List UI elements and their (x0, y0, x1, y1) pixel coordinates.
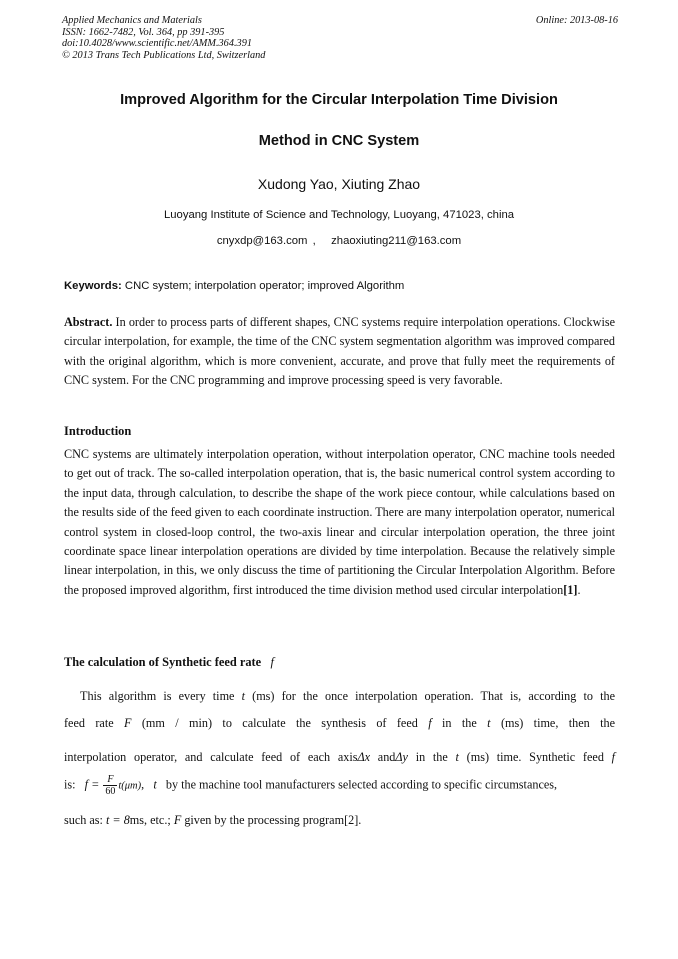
s2-l4comma: , (141, 777, 145, 792)
journal-header (62, 15, 618, 61)
section2-var: f (270, 655, 274, 669)
s2-var-F: F (124, 716, 132, 730)
paper-title-line2: Method in CNC System (258, 133, 420, 149)
s2-t-equals: t = 8 (105, 813, 130, 827)
email-1[interactable]: cnyxdp@163.com , (216, 235, 316, 247)
s2-var-t: t (241, 689, 245, 703)
s2-var-F2: F (173, 813, 182, 827)
intro-citation[interactable]: [1] (563, 582, 578, 597)
affiliation: Luoyang Institute of Science and Technology, Luoyang, 471023, china (163, 209, 515, 221)
s2-l5a: such as: (64, 813, 103, 827)
abstract-label: Abstract. (64, 315, 113, 329)
s2-var-t3: t (455, 750, 459, 764)
online-date: Online: 2013-08-16 (535, 15, 618, 26)
s2-l2a: feed rate (64, 716, 114, 730)
journal-name: Applied Mechanics and Materials (62, 15, 202, 26)
s2-line-3 (64, 750, 615, 765)
s2-l2b: (mm / min) to calculate the synthesis of feed (141, 716, 418, 730)
s2-l3b: in the (415, 750, 448, 764)
s2-var-f: f (428, 716, 432, 730)
s2-delta-x: Δx (357, 750, 371, 764)
s2-line-2 (64, 716, 615, 731)
keywords (64, 280, 616, 292)
keywords-text: CNC system; interpolation operator; improved Algorithm (121, 280, 405, 292)
abstract-text: In order to process parts of different shapes, CNC systems require interpolation operations. Clockwise circular interpolation, for example, the time of the CNC system segmentation algorithm was improved compared with the original algorithm, which is more convenient, accurate, and prove that fully meet the requirements of CNC system. For the CNC programming and improve processing speed is very favorable. (64, 315, 615, 388)
s2-l3c: (ms) time. Synthetic feed (466, 750, 604, 764)
paper-title-line1: Improved Algorithm for the Circular Interpolation Time Division (120, 92, 558, 108)
s2-var-f2: f (611, 750, 616, 764)
intro-text: CNC systems are ultimately interpolation operation, without interpolation operator, CNC machine tools needed to get out of track. The so-called interpolation operation, that is, the basic numerical control system according to the input data, through calculation, to describe the shape of the work piece contour, while calculations based on the results side of the feed given to each coordinate instruction. There are many interpolation operator, numerical control system in closed-loop control, the two-axis linear and circular interpolation operation, the three joint coordinate space linear interpolation operations are divided by time interpolation. Because the relatively simple linear interpolation, in this, we only discuss the time of partitioning the Circular Interpolation Algorithm. Before the proposed improved algorithm, first introduced the time division method used circular interpolation (64, 447, 615, 597)
authors: Xudong Yao, Xiuting Zhao (257, 176, 421, 192)
equation-fraction (103, 774, 117, 797)
section2-title: The calculation of Synthetic feed rate (64, 655, 262, 669)
s2-line-5 (64, 813, 615, 828)
s2-line-1 (64, 689, 615, 704)
equation-lhs: f = (84, 777, 100, 792)
s2-l3and: and (377, 750, 396, 764)
s2-l1b: (ms) for the once interpolation operation. That is, according to the (252, 689, 616, 703)
abstract (64, 313, 615, 391)
s2-line-4 (64, 774, 615, 797)
email-2[interactable]: zhaoxiuting211@163.com (331, 235, 462, 247)
keywords-label: Keywords: (64, 280, 122, 292)
intro-paragraph (64, 445, 615, 600)
s2-l2c: in the (442, 716, 477, 730)
s2-l4a: is: (64, 777, 76, 792)
intro-heading: Introduction (64, 424, 132, 438)
issn-line: ISSN: 1662-7482, Vol. 364, pp 391-395 (62, 26, 225, 38)
s2-l3a: interpolation operator, and calculate feed of each axis (64, 750, 358, 764)
s2-l2d: (ms) time, then the (500, 716, 616, 730)
doi-line: doi:10.4028/www.scientific.net/AMM.364.391 (62, 38, 252, 50)
emails (30, 235, 648, 247)
s2-l5c: given by the processing program[2]. (184, 813, 362, 827)
s2-var-t4: t (153, 777, 157, 792)
equation-rhs: t(μm) (118, 780, 142, 792)
s2-delta-y: Δy (395, 750, 408, 764)
s2-var-t2: t (487, 716, 491, 730)
equation-denominator: 60 (105, 786, 116, 797)
s2-l1a: This algorithm is every time (80, 689, 235, 703)
s2-l5b: ms, etc.; (129, 813, 171, 827)
intro-end: . (577, 582, 581, 597)
section2-heading (64, 655, 274, 670)
s2-l4b: by the machine tool manufacturers selected according to specific circumstances, (165, 777, 558, 792)
copyright-line: © 2013 Trans Tech Publications Ltd, Switzerland (62, 49, 266, 61)
equation-numerator: F (103, 774, 117, 786)
